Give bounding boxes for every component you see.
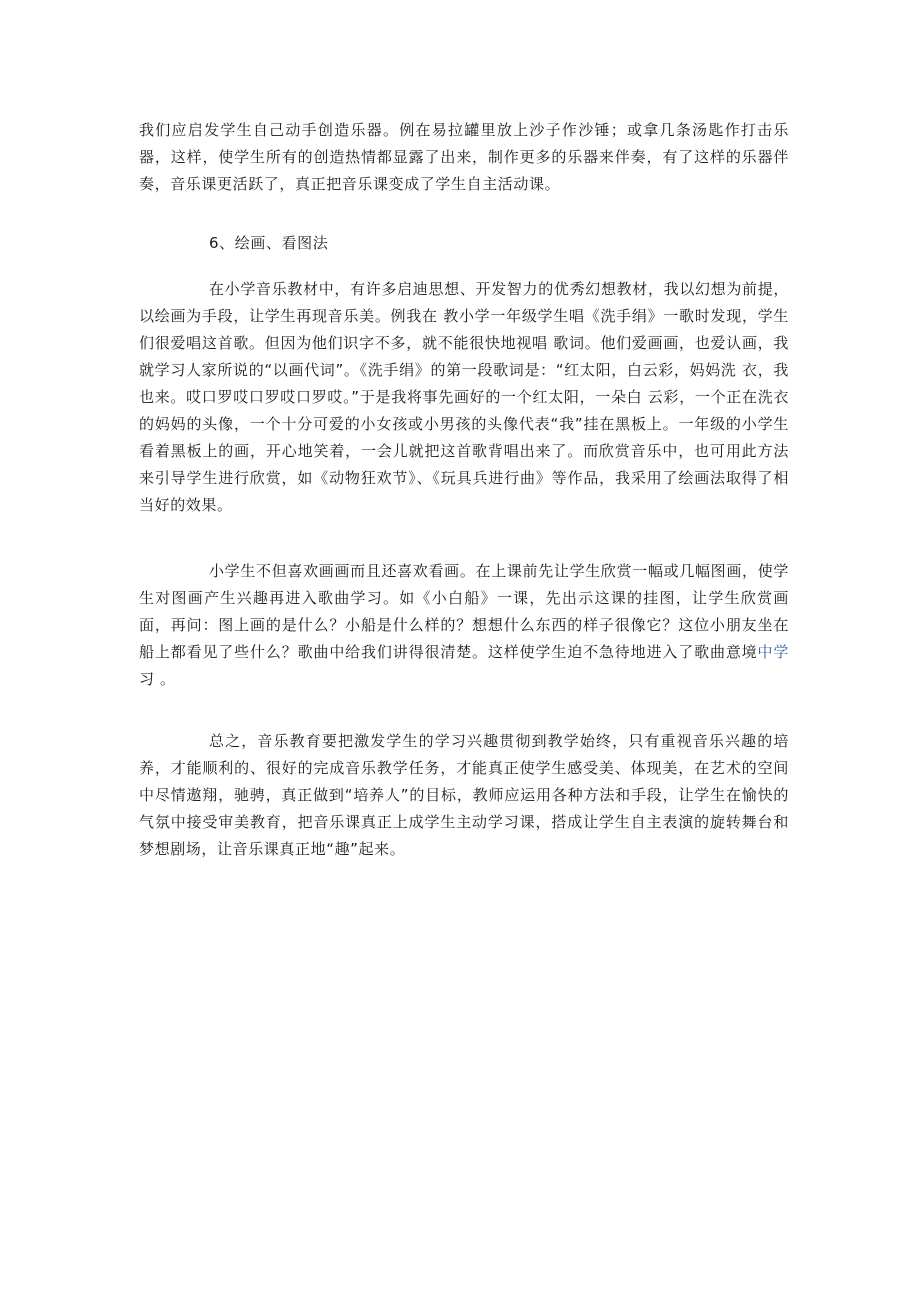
paragraph-viewing-pictures-tail: 习 。 xyxy=(139,670,176,688)
paragraph-drawing-method: 在小学音乐教材中，有许多启迪思想、开发智力的优秀幻想教材，我以幻想为前提，以绘画为手段，让学生再现音乐美。例我在 教小学一年级学生唱《洗手绢》一歌时发现，学生们很爱唱这首歌。但因为他们识字不多，就不能很快地视唱 歌词。他们爱画画，也爱认画，我就学习人家所说的“以画代词”。《洗手绢》的第一段歌词是：“红太阳，白云彩，妈妈洗 衣，我也来。哎口罗哎口罗哎口罗哎。”于是我将事先画好的一个红太阳，一朵白 云彩，一个正在洗衣的妈妈的头像，一个十分可爱的小女孩或小男孩的头像代表“我”挂在黑板上。一年级的小学生 看着黑板上的画，开心地笑着，一会儿就把这首歌背唱出来了。而欣赏音乐中，也可用此方法来引导学生进行欣赏，如《动物狂欢节》、《玩具兵进行曲》等作品，我采用了绘画法取得了相当好的效果。 xyxy=(139,280,789,514)
middle-school-link[interactable]: 中学 xyxy=(757,643,790,661)
paragraph-instruments: 我们应启发学生自己动手创造乐器。例在易拉罐里放上沙子作沙锤；或拿几条汤匙作打击乐器，这样，使学生所有的创造热情都显露了出来，制作更多的乐器来伴奏，有了这样的乐器伴奏，音乐课更活跃了，真正把音乐课变成了学生自主活动课。 xyxy=(139,121,789,193)
section-heading-drawing-method: 6、绘画、看图法 xyxy=(209,234,329,252)
paragraph-viewing-pictures xyxy=(139,558,789,693)
paragraph-conclusion: 总之，音乐教育要把激发学生的学习兴趣贯彻到教学始终，只有重视音乐兴趣的培养，才能顺利的、很好的完成音乐教学任务，才能真正使学生感受美、体现美，在艺术的空间中尽情遨翔，驰骋，真正做到“培养人”的目标，教师应运用各种方法和手段，让学生在愉快的气氛中接受审美教育，把音乐课真正上成学生主动学习课，搭成让学生自主表演的旋转舞台和梦想剧场，让音乐课真正地“趣”起来。 xyxy=(139,732,789,858)
paragraph-viewing-pictures-text: 小学生不但喜欢画画而且还喜欢看画。在上课前先让学生欣赏一幅或几幅图画，使学生对图画产生兴趣再进入歌曲学习。如《小白船》一课，先出示这课的挂图，让学生欣赏画面，再问：图上画的是什么？小船是什么样的？想想什么东西的样子很像它？这位小朋友坐在船上都看见了些什么？歌曲中给我们讲得很清楚。这样使学生迫不急待地进入了歌曲意境 xyxy=(139,562,789,661)
